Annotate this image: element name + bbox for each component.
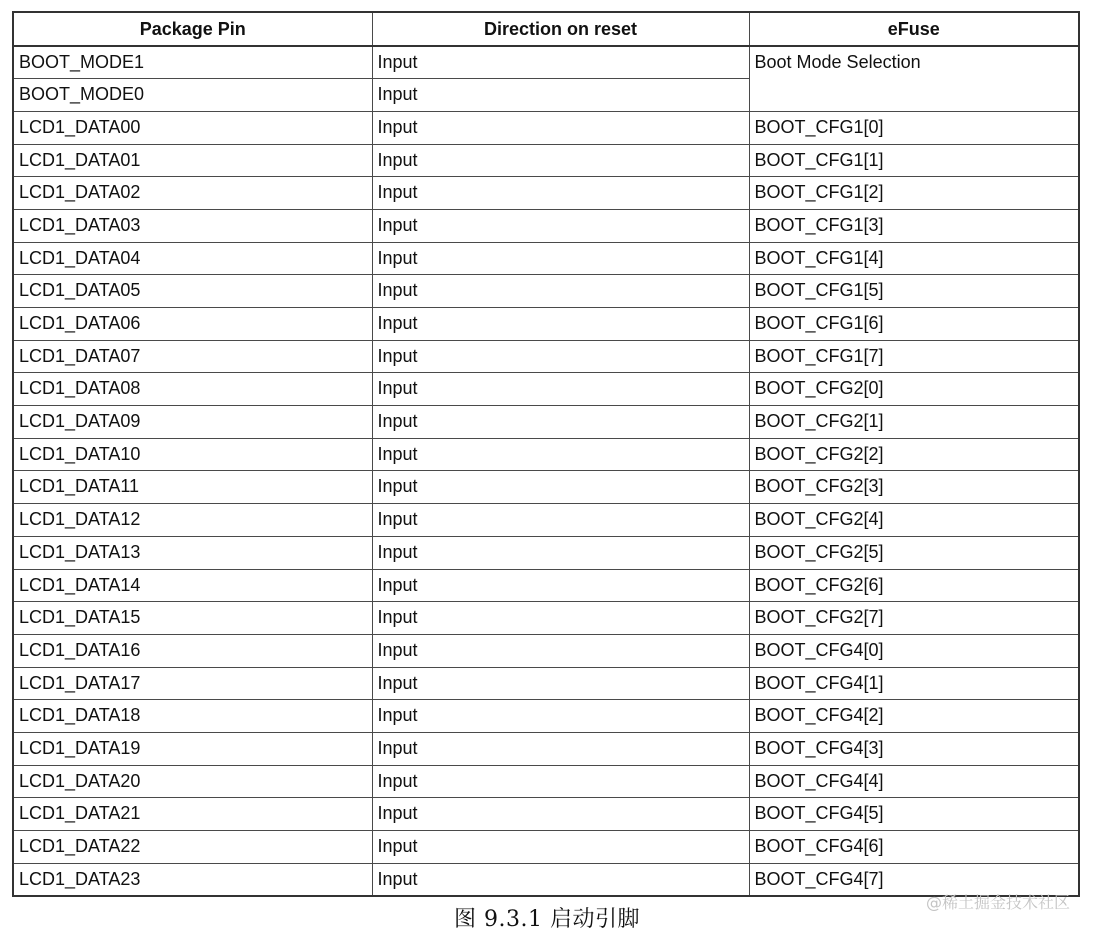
cell-package-pin: BOOT_MODE0: [13, 79, 372, 112]
table-row: [13, 798, 1079, 831]
cell-efuse: BOOT_CFG4[1]: [749, 667, 1079, 700]
cell-direction: Input: [372, 504, 749, 537]
cell-package-pin: LCD1_DATA13: [13, 536, 372, 569]
table-row: [13, 863, 1079, 896]
cell-efuse: BOOT_CFG4[2]: [749, 700, 1079, 733]
cell-efuse: BOOT_CFG2[3]: [749, 471, 1079, 504]
cell-efuse: BOOT_CFG4[0]: [749, 634, 1079, 667]
cell-efuse: BOOT_CFG4[6]: [749, 831, 1079, 864]
cell-efuse-boot-mode-selection: Boot Mode Selection: [749, 46, 1079, 111]
table-row: [13, 831, 1079, 864]
table-row: [13, 275, 1079, 308]
cell-direction: Input: [372, 275, 749, 308]
cell-efuse: BOOT_CFG2[1]: [749, 406, 1079, 439]
cell-efuse: BOOT_CFG1[3]: [749, 209, 1079, 242]
table-row: [13, 634, 1079, 667]
cell-direction: Input: [372, 340, 749, 373]
cell-package-pin: LCD1_DATA20: [13, 765, 372, 798]
cell-efuse: BOOT_CFG2[6]: [749, 569, 1079, 602]
cell-package-pin: LCD1_DATA11: [13, 471, 372, 504]
cell-package-pin: LCD1_DATA09: [13, 406, 372, 439]
header-package-pin: Package Pin: [13, 12, 372, 46]
cell-efuse: BOOT_CFG4[4]: [749, 765, 1079, 798]
cell-efuse: BOOT_CFG2[2]: [749, 438, 1079, 471]
cell-package-pin: LCD1_DATA06: [13, 308, 372, 341]
cell-direction: Input: [372, 667, 749, 700]
table-row: [13, 46, 1079, 79]
cell-package-pin: LCD1_DATA14: [13, 569, 372, 602]
table-row: [13, 308, 1079, 341]
header-direction-on-reset: Direction on reset: [372, 12, 749, 46]
table-row: [13, 438, 1079, 471]
cell-direction: Input: [372, 79, 749, 112]
cell-efuse: BOOT_CFG1[5]: [749, 275, 1079, 308]
cell-efuse: BOOT_CFG2[0]: [749, 373, 1079, 406]
cell-direction: Input: [372, 732, 749, 765]
cell-direction: Input: [372, 438, 749, 471]
cell-efuse: BOOT_CFG1[6]: [749, 308, 1079, 341]
table-row: [13, 667, 1079, 700]
cell-package-pin: LCD1_DATA04: [13, 242, 372, 275]
table-row: [13, 373, 1079, 406]
cell-package-pin: LCD1_DATA03: [13, 209, 372, 242]
table-row: [13, 732, 1079, 765]
cell-package-pin: BOOT_MODE1: [13, 46, 372, 79]
table-row: [13, 406, 1079, 439]
table-row: [13, 602, 1079, 635]
cell-direction: Input: [372, 634, 749, 667]
cell-direction: Input: [372, 111, 749, 144]
cell-direction: Input: [372, 177, 749, 210]
watermark: @稀土掘金技术社区: [925, 893, 1070, 912]
cell-direction: Input: [372, 700, 749, 733]
table-row: [13, 700, 1079, 733]
table-body: [13, 46, 1079, 896]
cell-direction: Input: [372, 863, 749, 896]
table-row: [13, 209, 1079, 242]
cell-direction: Input: [372, 46, 749, 79]
cell-package-pin: LCD1_DATA02: [13, 177, 372, 210]
cell-direction: Input: [372, 471, 749, 504]
cell-package-pin: LCD1_DATA05: [13, 275, 372, 308]
cell-efuse: BOOT_CFG2[4]: [749, 504, 1079, 537]
cell-direction: Input: [372, 308, 749, 341]
cell-efuse: BOOT_CFG1[7]: [749, 340, 1079, 373]
cell-package-pin: LCD1_DATA17: [13, 667, 372, 700]
cell-direction: Input: [372, 144, 749, 177]
table-header-row: [13, 12, 1079, 46]
cell-package-pin: LCD1_DATA15: [13, 602, 372, 635]
table-row: [13, 242, 1079, 275]
cell-efuse: BOOT_CFG1[1]: [749, 144, 1079, 177]
table-row: [13, 144, 1079, 177]
table-row: [13, 471, 1079, 504]
cell-package-pin: LCD1_DATA18: [13, 700, 372, 733]
cell-efuse: BOOT_CFG4[5]: [749, 798, 1079, 831]
cell-direction: Input: [372, 569, 749, 602]
cell-package-pin: LCD1_DATA21: [13, 798, 372, 831]
cell-direction: Input: [372, 209, 749, 242]
cell-efuse: BOOT_CFG2[5]: [749, 536, 1079, 569]
cell-efuse: BOOT_CFG1[4]: [749, 242, 1079, 275]
cell-direction: Input: [372, 373, 749, 406]
cell-package-pin: LCD1_DATA07: [13, 340, 372, 373]
table-row: [13, 340, 1079, 373]
cell-package-pin: LCD1_DATA01: [13, 144, 372, 177]
cell-direction: Input: [372, 406, 749, 439]
cell-efuse: BOOT_CFG4[7]: [749, 863, 1079, 896]
cell-direction: Input: [372, 765, 749, 798]
table-row: [13, 111, 1079, 144]
header-efuse: eFuse: [749, 12, 1079, 46]
table-row: [13, 536, 1079, 569]
boot-pin-table: [12, 11, 1080, 897]
table-row: [13, 765, 1079, 798]
table-row: [13, 504, 1079, 537]
cell-efuse: BOOT_CFG1[2]: [749, 177, 1079, 210]
cell-package-pin: LCD1_DATA10: [13, 438, 372, 471]
table-row: [13, 177, 1079, 210]
cell-efuse: BOOT_CFG2[7]: [749, 602, 1079, 635]
cell-package-pin: LCD1_DATA08: [13, 373, 372, 406]
figure-caption: 图 9.3.1 启动引脚: [454, 907, 640, 932]
cell-package-pin: LCD1_DATA16: [13, 634, 372, 667]
cell-package-pin: LCD1_DATA23: [13, 863, 372, 896]
cell-package-pin: LCD1_DATA12: [13, 504, 372, 537]
cell-direction: Input: [372, 602, 749, 635]
table-row: [13, 569, 1079, 602]
cell-efuse: BOOT_CFG4[3]: [749, 732, 1079, 765]
cell-efuse: BOOT_CFG1[0]: [749, 111, 1079, 144]
cell-direction: Input: [372, 242, 749, 275]
cell-direction: Input: [372, 798, 749, 831]
cell-direction: Input: [372, 831, 749, 864]
cell-package-pin: LCD1_DATA00: [13, 111, 372, 144]
cell-direction: Input: [372, 536, 749, 569]
cell-package-pin: LCD1_DATA22: [13, 831, 372, 864]
cell-package-pin: LCD1_DATA19: [13, 732, 372, 765]
